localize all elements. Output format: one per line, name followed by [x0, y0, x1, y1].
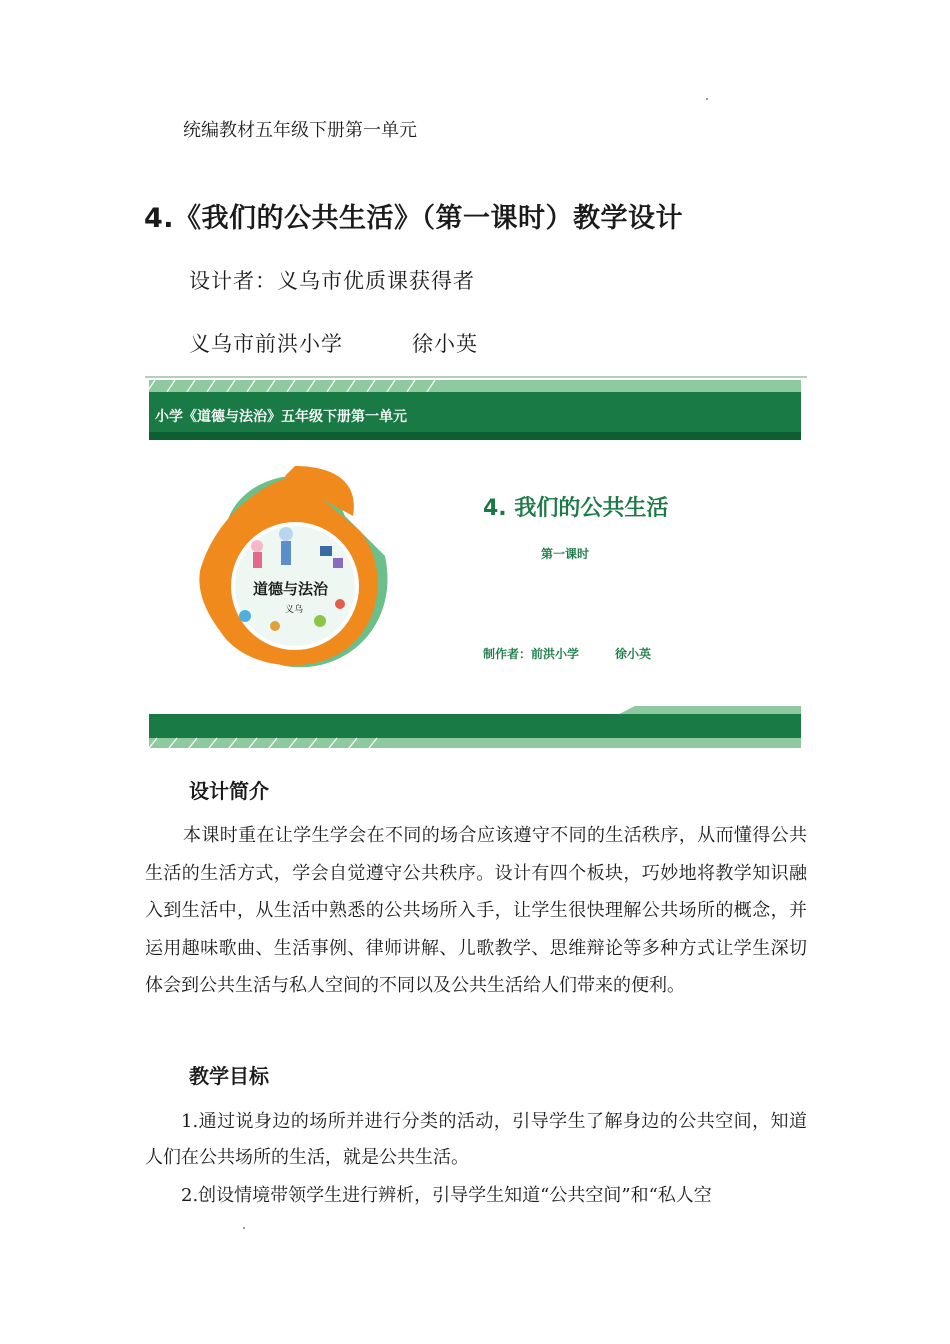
- slide-lesson-title: 4. 我们的公共生活: [483, 496, 669, 521]
- scan-dot: [243, 1227, 245, 1229]
- intro-paragraph: 本课时重在让学生学会在不同的场合应该遵守不同的生活秩序，从而懂得公共生活的生活方式，学会自觉遵守公共秩序。设计有四个板块，巧妙地将教学知识融入到生活中，从生活中熟悉的公共场所入手，让学生很快理解公共场所的概念，并运用趣味歌曲、生活事例、律师讲解、儿歌教学、思维辩论等多种方式让学生深切体会到公共生活与私人空间的不同以及公共生活给人们带来的便利。: [145, 825, 807, 996]
- slide-author-label: 制作者：前洪小学: [483, 647, 580, 661]
- logo-book-sub: 义乌: [285, 605, 304, 615]
- scan-dot: [706, 98, 708, 100]
- slide-bottom-band: [149, 714, 801, 738]
- goal-item-2: 2.创设情境带领学生进行辨析，引导学生知道“公共空间”和“私人空: [181, 1185, 712, 1206]
- unit-label: 统编教材五年级下册第一单元: [183, 120, 417, 141]
- page-title: 4.《我们的公共生活》（第一课时）教学设计: [144, 203, 684, 234]
- teacher-name: 徐小英: [412, 332, 478, 356]
- designer-line: 设计者：义乌市优质课获得者: [189, 269, 475, 293]
- lesson-slide-image: [145, 376, 807, 751]
- textbook-logo: [199, 466, 387, 667]
- school-name: 义乌市前洪小学: [189, 332, 343, 356]
- goals-heading: 教学目标: [189, 1064, 269, 1088]
- slide-period: 第一课时: [541, 547, 590, 561]
- slide-author-name: 徐小英: [615, 647, 652, 661]
- slide-top-text: 小学《道德与法治》五年级下册第一单元: [155, 409, 407, 425]
- logo-book-title: 道德与法治: [253, 580, 329, 598]
- intro-heading: 设计简介: [189, 779, 269, 803]
- goal-item-1: 1.通过说身边的场所并进行分类的活动，引导学生了解身边的公共空间，知道人们在公共场所的生活，就是公共生活。: [145, 1111, 807, 1168]
